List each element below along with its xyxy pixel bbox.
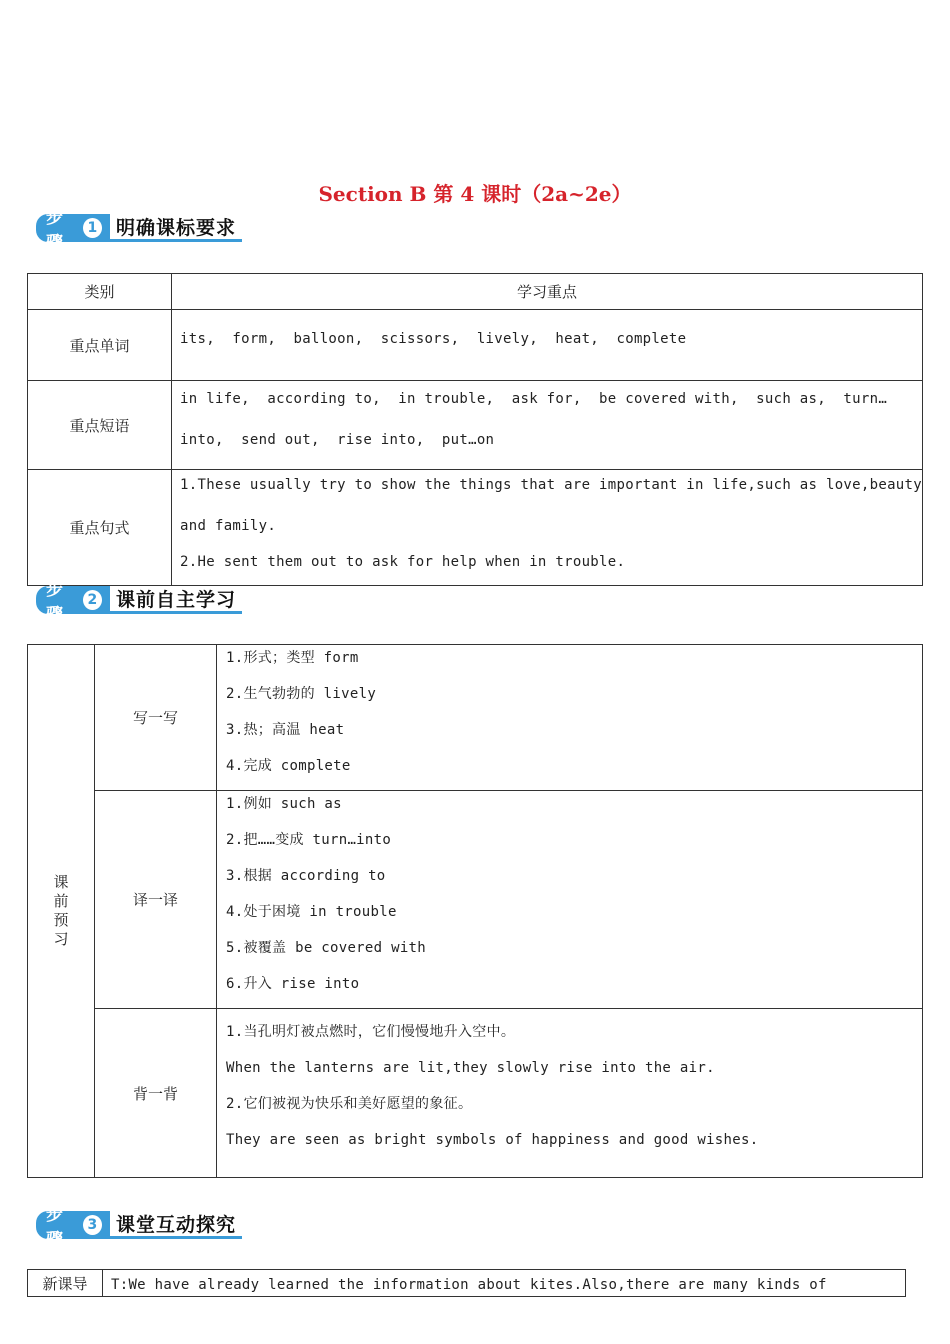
page-title: Section B 第 4 课时（2a~2e） bbox=[318, 182, 632, 206]
step-2-heading bbox=[36, 580, 242, 625]
classroom-content: T:We have already learned the information about kites.Also,there are many kinds of bbox=[111, 1276, 827, 1293]
recite-items bbox=[217, 1009, 923, 1178]
classroom-label: 新课导 bbox=[28, 1270, 103, 1297]
list-item: When the lanterns are lit,they slowly rise into the air. bbox=[226, 1060, 715, 1076]
table-row bbox=[28, 470, 923, 586]
table-row bbox=[28, 1270, 906, 1297]
header-focus: 学习重点 bbox=[172, 274, 923, 310]
row-label-sentences: 重点句式 bbox=[28, 470, 172, 586]
sentences-line-2: and family. bbox=[180, 518, 277, 534]
list-item: They are seen as bright symbols of happiness and good wishes. bbox=[226, 1132, 759, 1148]
table-row bbox=[28, 310, 923, 381]
step-1-heading bbox=[36, 208, 242, 253]
list-item: 2.生气勃勃的 lively bbox=[226, 686, 377, 702]
table-row bbox=[28, 791, 923, 1009]
classroom-table bbox=[27, 1269, 906, 1297]
translate-items bbox=[217, 791, 923, 1009]
list-item: 4.完成 complete bbox=[226, 758, 351, 774]
phrases-line-1: in life, according to, in trouble, ask for, be covered with, such as, turn… bbox=[180, 391, 888, 407]
requirements-table bbox=[27, 273, 923, 586]
header-category: 类别 bbox=[28, 274, 172, 310]
sentences-line-1: 1.These usually try to show the things that are important in life,such as love,beauty bbox=[180, 477, 922, 493]
phrases-line-2: into, send out, rise into, put…on bbox=[180, 432, 495, 448]
list-item: 3.热；高温 heat bbox=[226, 722, 345, 738]
list-item: 6.升入 rise into bbox=[226, 976, 360, 992]
write-label: 写一写 bbox=[95, 645, 217, 791]
step-badge: 步骤 1 bbox=[36, 214, 110, 242]
row-label-words: 重点单词 bbox=[28, 310, 172, 381]
step-badge: 步骤 3 bbox=[36, 1211, 110, 1239]
step-3-heading bbox=[36, 1205, 242, 1250]
table-header-row bbox=[28, 274, 923, 310]
step-label: 课堂互动探究 bbox=[110, 1211, 242, 1239]
step-label: 明确课标要求 bbox=[110, 214, 242, 242]
preview-section-label: 课前预习 bbox=[28, 645, 95, 1178]
list-item: 1.例如 such as bbox=[226, 796, 342, 812]
table-row bbox=[28, 381, 923, 470]
list-item: 2.它们被视为快乐和美好愿望的象征。 bbox=[226, 1096, 473, 1112]
list-item: 2.把……变成 turn…into bbox=[226, 832, 392, 848]
table-row bbox=[28, 1009, 923, 1178]
list-item: 5.被覆盖 be covered with bbox=[226, 940, 427, 956]
step-label: 课前自主学习 bbox=[110, 586, 242, 614]
list-item: 1.当孔明灯被点燃时，它们慢慢地升入空中。 bbox=[226, 1024, 516, 1040]
list-item: 4.处于困境 in trouble bbox=[226, 904, 397, 920]
recite-label: 背一背 bbox=[95, 1009, 217, 1178]
step-badge: 步骤 2 bbox=[36, 586, 110, 614]
row-label-phrases: 重点短语 bbox=[28, 381, 172, 470]
write-items bbox=[217, 645, 923, 791]
sentences-line-3: 2.He sent them out to ask for help when in trouble. bbox=[180, 554, 626, 570]
table-row bbox=[28, 645, 923, 791]
translate-label: 译一译 bbox=[95, 791, 217, 1009]
preview-table bbox=[27, 644, 923, 1178]
list-item: 3.根据 according to bbox=[226, 868, 386, 884]
list-item: 1.形式；类型 form bbox=[226, 650, 359, 666]
words-content: its, form, balloon, scissors, lively, heat, complete bbox=[180, 331, 687, 347]
